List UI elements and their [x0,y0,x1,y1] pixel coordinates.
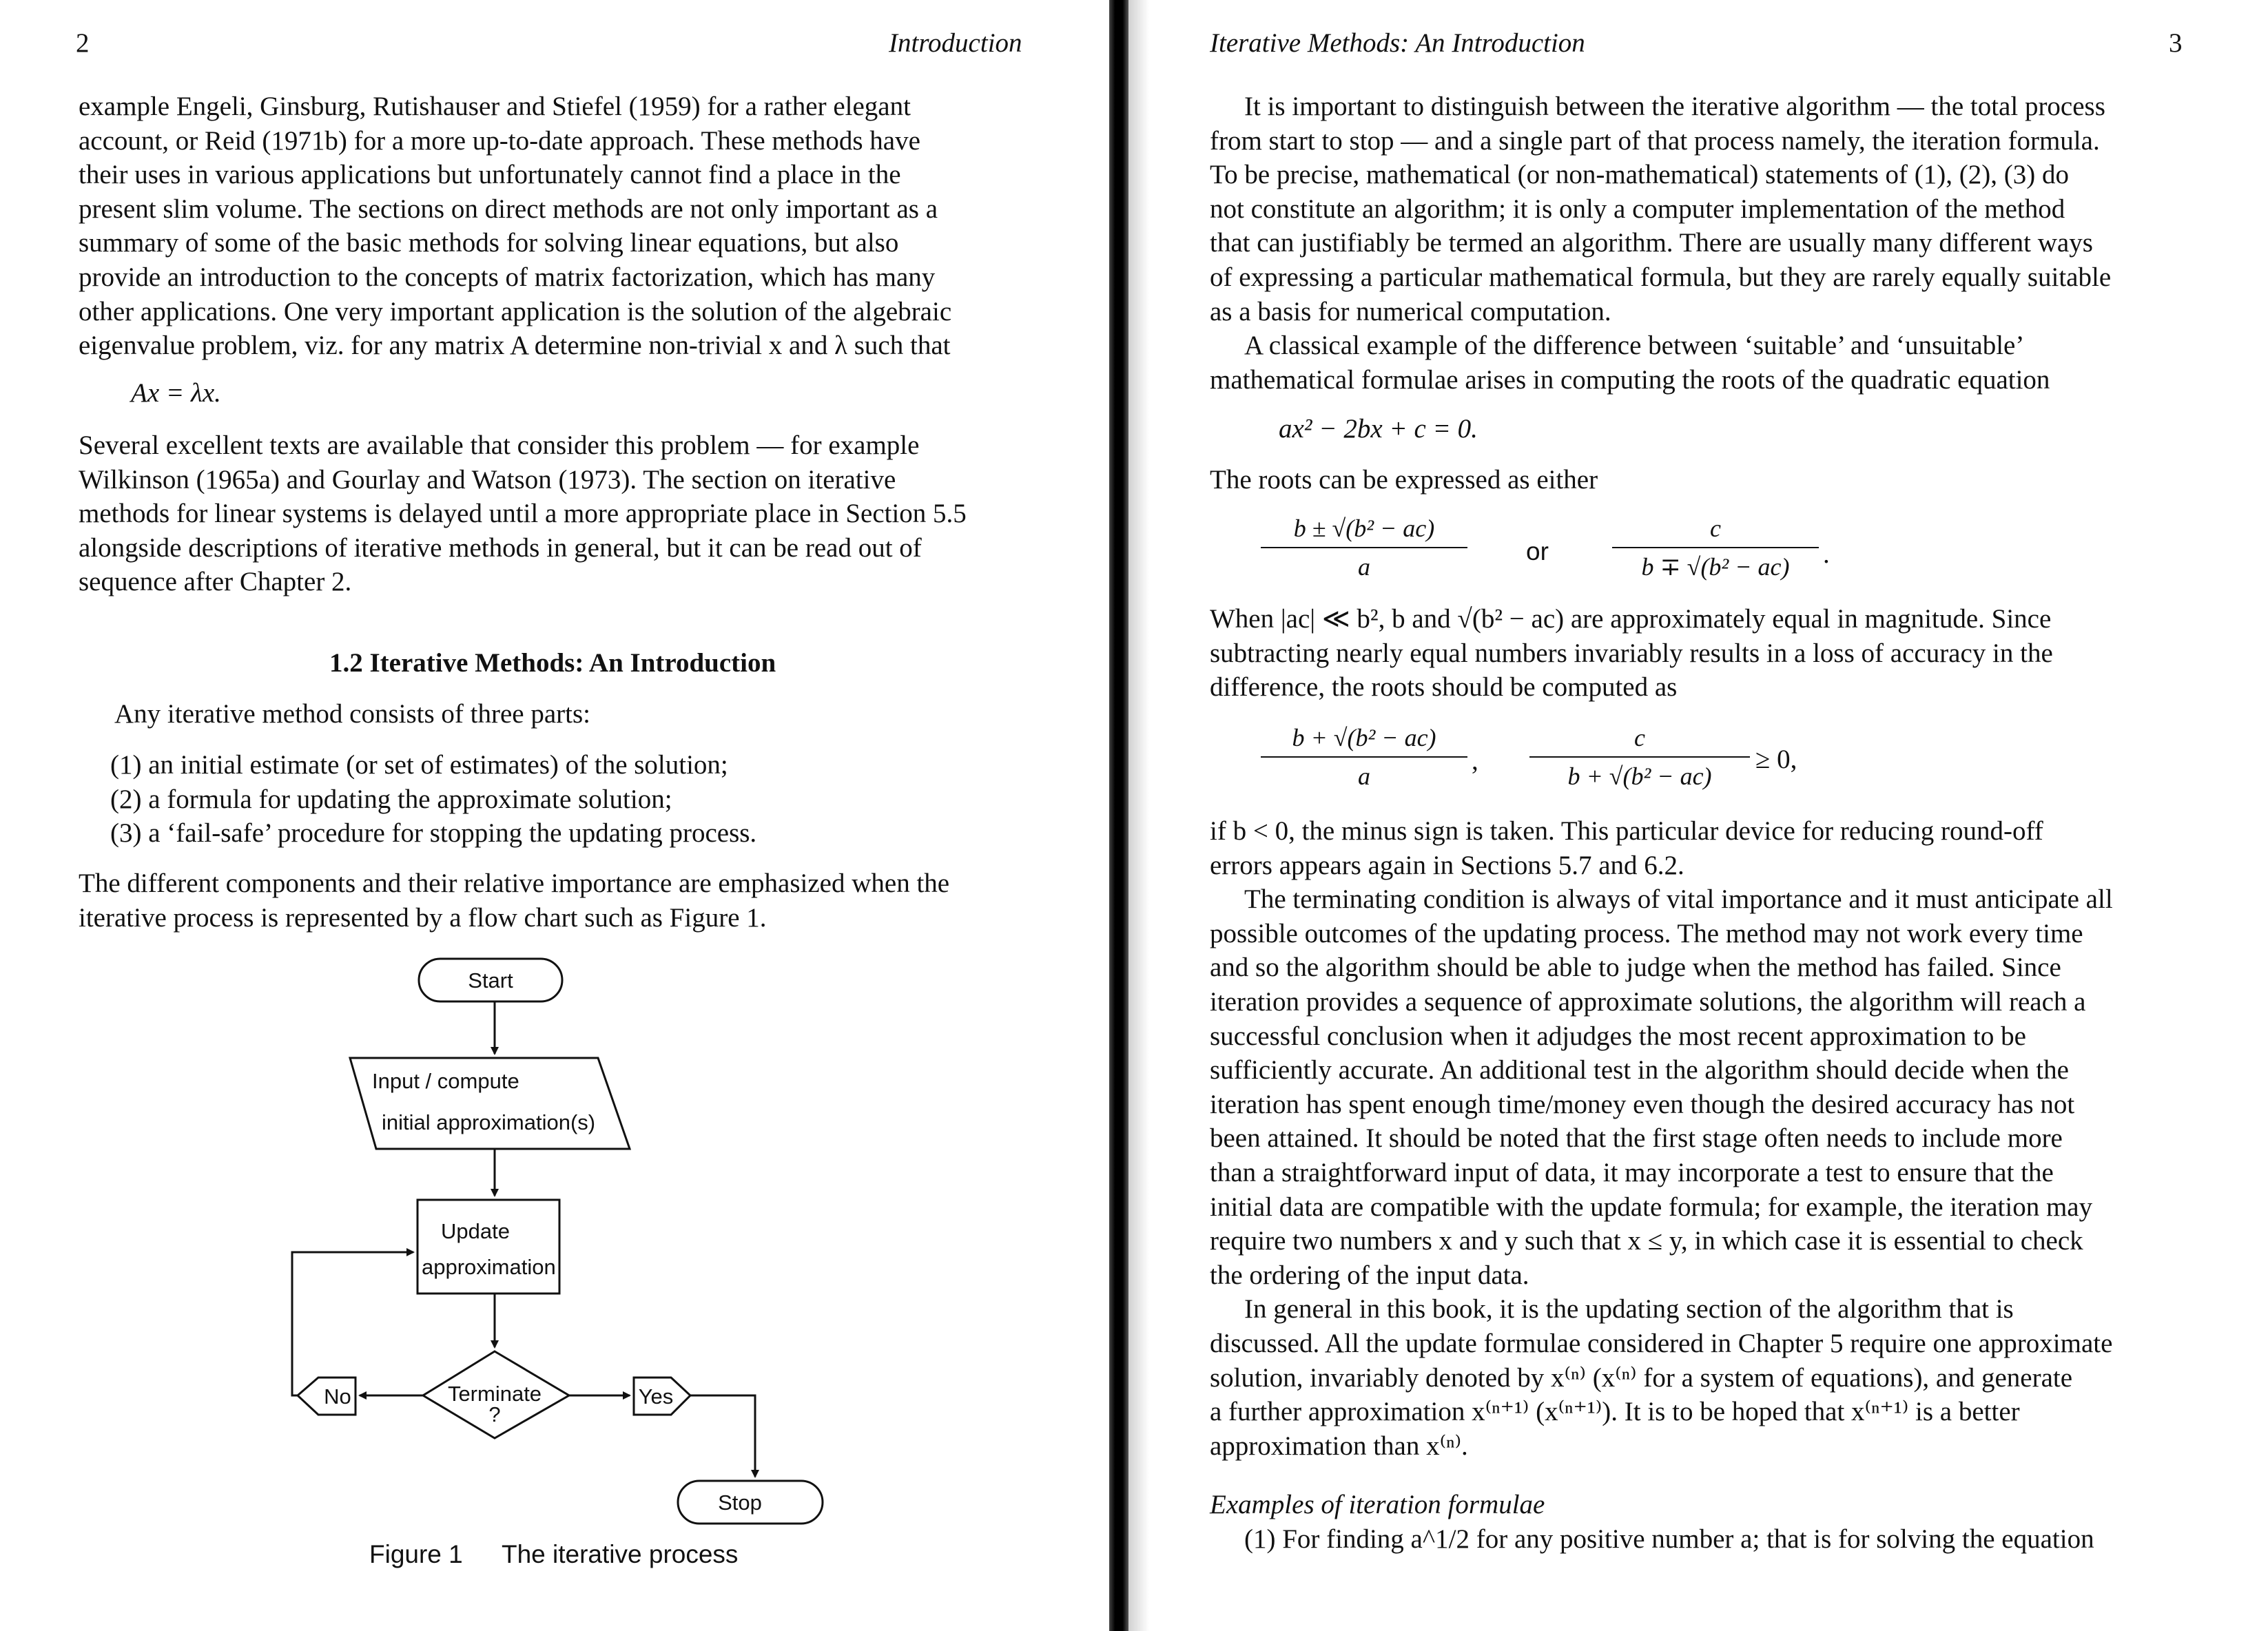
para-iterative-algorithm [1210,90,2243,397]
fraction-root-2 [1612,514,1819,581]
text-line: present slim volume. The sections on direct methods are not only important as a [79,194,938,224]
examples-heading: Examples of iteration formulae [1210,1490,1545,1519]
fraction-denominator: b + √(b² − ac) [1567,762,1712,790]
input-label-line2: initial approximation(s) [382,1110,596,1134]
stop-label: Stop [718,1490,762,1515]
text-line: approximation than x⁽ⁿ⁾. [1210,1431,1468,1461]
fraction-root-1 [1261,514,1467,581]
text-line: sequence after Chapter 2. [79,567,352,597]
arrow-loop-back [292,1252,413,1395]
text-line: The terminating condition is always of vital importance and it must anticipate all [1244,884,2113,915]
text-line: other applications. One very important application is the solution of the algebraic [79,296,952,326]
text-line: if b < 0, the minus sign is taken. This particular device for reducing round-off [1210,816,2043,846]
text-line: initial data are compatible with the update formula; for example, the iteration may [1210,1192,2093,1222]
section-heading: 1.2 Iterative Methods: An Introduction [329,648,776,678]
start-label: Start [468,968,513,993]
text-line: as a basis for numerical computation. [1210,296,1611,326]
gutter-shadow [1128,0,1149,1631]
text-line: errors appears again in Sections 5.7 and 6.2. [1210,850,1684,880]
text-line: A classical example of the difference between ‘suitable’ and ‘unsuitable’ [1244,331,2025,361]
right-running-head: Iterative Methods: An Introduction [1210,28,1585,58]
para-terminating [1210,814,2243,1463]
right-page [1157,0,2268,1631]
text-line: mathematical formulae arises in computing the roots of the quadratic equation [1210,364,2050,395]
text-line: example Engeli, Ginsburg, Rutishauser and Stiefel (1959) for a rather elegant [79,92,911,121]
fraction-denominator: b ∓ √(b² − ac) [1641,553,1790,581]
fraction-numerator: b + √(b² − ac) [1261,723,1467,758]
examples-line: (1) For finding a^1/2 for any positive number a; that is for solving the equation [1244,1524,2094,1554]
flowchart [0,0,1095,1631]
or-word: or [1526,537,1549,565]
text-line: their uses in various applications but unfortunately cannot find a place in the [79,160,901,190]
text-line: sufficiently accurate. An additional test in the algorithm should decide when the [1210,1055,2069,1085]
update-box [417,1200,559,1294]
text-line: solution, invariably denoted by x⁽ⁿ⁾ (x⁽ⁿ⁾ for a system of equations), and generate [1210,1362,2073,1393]
text-line: discussed. All the update formulae considered in Chapter 5 require one approximate [1210,1328,2113,1358]
text-line: been attained. It should be noted that the first stage often needs to include more [1210,1123,2063,1154]
right-page-number: 3 [2169,28,2183,58]
text-line: eigenvalue problem, viz. for any matrix A determine non-trivial x and λ such that [79,331,951,361]
terminate-label-line2: ? [488,1402,501,1426]
roots-intro: The roots can be expressed as either [1210,465,1598,495]
text-line: provide an introduction to the concepts of matrix factorization, which has many [79,262,936,292]
left-page [0,0,1095,1631]
update-label-line1: Update [441,1219,510,1243]
text-line: not constitute an algorithm; it is only a computer implementation of the method [1210,194,2065,224]
text-line: of expressing a particular mathematical formula, but they are rarely equally suitable [1210,262,2112,292]
text-line: summary of some of the basic methods for solving linear equations, but also [79,228,899,258]
list-item: (3) a ‘fail-safe’ procedure for stopping the updating process. [110,818,757,849]
text-line: that can justifiably be termed an algorithm. There are usually many different ways [1210,228,2093,258]
fraction-suffix: , [1472,746,1478,776]
arrow-yes-to-stop [690,1395,755,1477]
text-line: Wilkinson (1965a) and Gourlay and Watson (1973). The section on iterative [79,464,896,495]
text-line: It is important to distinguish between the iterative algorithm — the total process [1244,92,2105,121]
text-line: account, or Reid (1971b) for a more up-to-date approach. These methods have [79,125,920,156]
eigen-equation: Ax = λx. [131,378,221,408]
figure-caption-text: The iterative process [502,1540,739,1568]
fraction-suffix: ≥ 0, [1755,745,1797,774]
book-gutter [1109,0,1128,1631]
text-line: than a straightforward input of data, it may incorporate a test to ensure that the [1210,1157,2054,1187]
fraction-denominator: a [1358,553,1370,581]
left-page-number: 2 [76,28,90,58]
text-line: difference, the roots should be computed as [1210,672,1678,703]
parts-intro: Any iterative method consists of three parts: [114,699,590,729]
text-line: and so the algorithm should be able to judge when the method has failed. Since [1210,953,2061,983]
text-line: When |ac| ≪ b², b and √(b² − ac) are approximately equal in magnitude. Since [1210,604,2052,634]
text-line: successful conclusion when it adjudges the most recent approximation to be [1210,1021,2026,1051]
text-line: The different components and their relative importance are emphasized when the [79,869,950,898]
list-item: (1) an initial estimate (or set of estimates) of the solution; [110,750,728,780]
text-line: iterative process is represented by a flow chart such as Figure 1. [79,902,767,933]
list-item: (2) a formula for updating the approximate solution; [110,784,672,814]
fraction-suffix: . [1823,539,1830,569]
text-line: require two numbers x and y such that x ≤ y, in which case it is essential to check [1210,1226,2083,1256]
fraction-denominator: a [1358,762,1370,790]
quadratic-equation: ax² − 2bx + c = 0. [1279,414,1478,444]
fraction-numerator: c [1529,723,1750,758]
text-line: Several excellent texts are available that consider this problem — for example [79,430,920,460]
fraction-root-3 [1261,723,1467,791]
text-line: subtracting nearly equal numbers invariably results in a loss of accuracy in the [1210,638,2053,668]
text-line: alongside descriptions of iterative methods in general, but it can be read out of [79,532,922,563]
yes-label: Yes [638,1384,674,1409]
text-line: a further approximation x⁽ⁿ⁺¹⁾ (x⁽ⁿ⁺¹⁾). It is to be hoped that x⁽ⁿ⁺¹⁾ is a better [1210,1397,2020,1427]
update-label-line2: approximation [422,1255,556,1279]
fraction-root-4 [1529,723,1750,791]
left-running-head: Introduction [889,28,1022,58]
text-line: iteration has spent enough time/money even though the desired accuracy has not [1210,1089,2075,1119]
text-line: the ordering of the input data. [1210,1260,1529,1290]
text-line: In general in this book, it is the updating section of the algorithm that is [1244,1294,2014,1324]
figure-caption-label: Figure 1 [369,1540,463,1568]
text-line: from start to stop — and a single part of that process namely, the iteration formula. [1210,125,2100,156]
text-line: methods for linear systems is delayed until a more appropriate place in Section 5.5 [79,499,967,529]
text-line: possible outcomes of the updating process. The method may not work every time [1210,918,2083,948]
fraction-numerator: b ± √(b² − ac) [1261,514,1467,548]
para-cancellation [1210,602,2243,705]
no-label: No [324,1384,351,1409]
text-line: To be precise, mathematical (or non-mathematical) statements of (1), (2), (3) do [1210,160,2069,190]
terminate-label-line1: Terminate [447,1382,542,1406]
input-label-line1: Input / compute [372,1069,519,1093]
text-line: iteration provides a sequence of approximate solutions, the algorithm will reach a [1210,986,2086,1017]
fraction-numerator: c [1612,514,1819,548]
